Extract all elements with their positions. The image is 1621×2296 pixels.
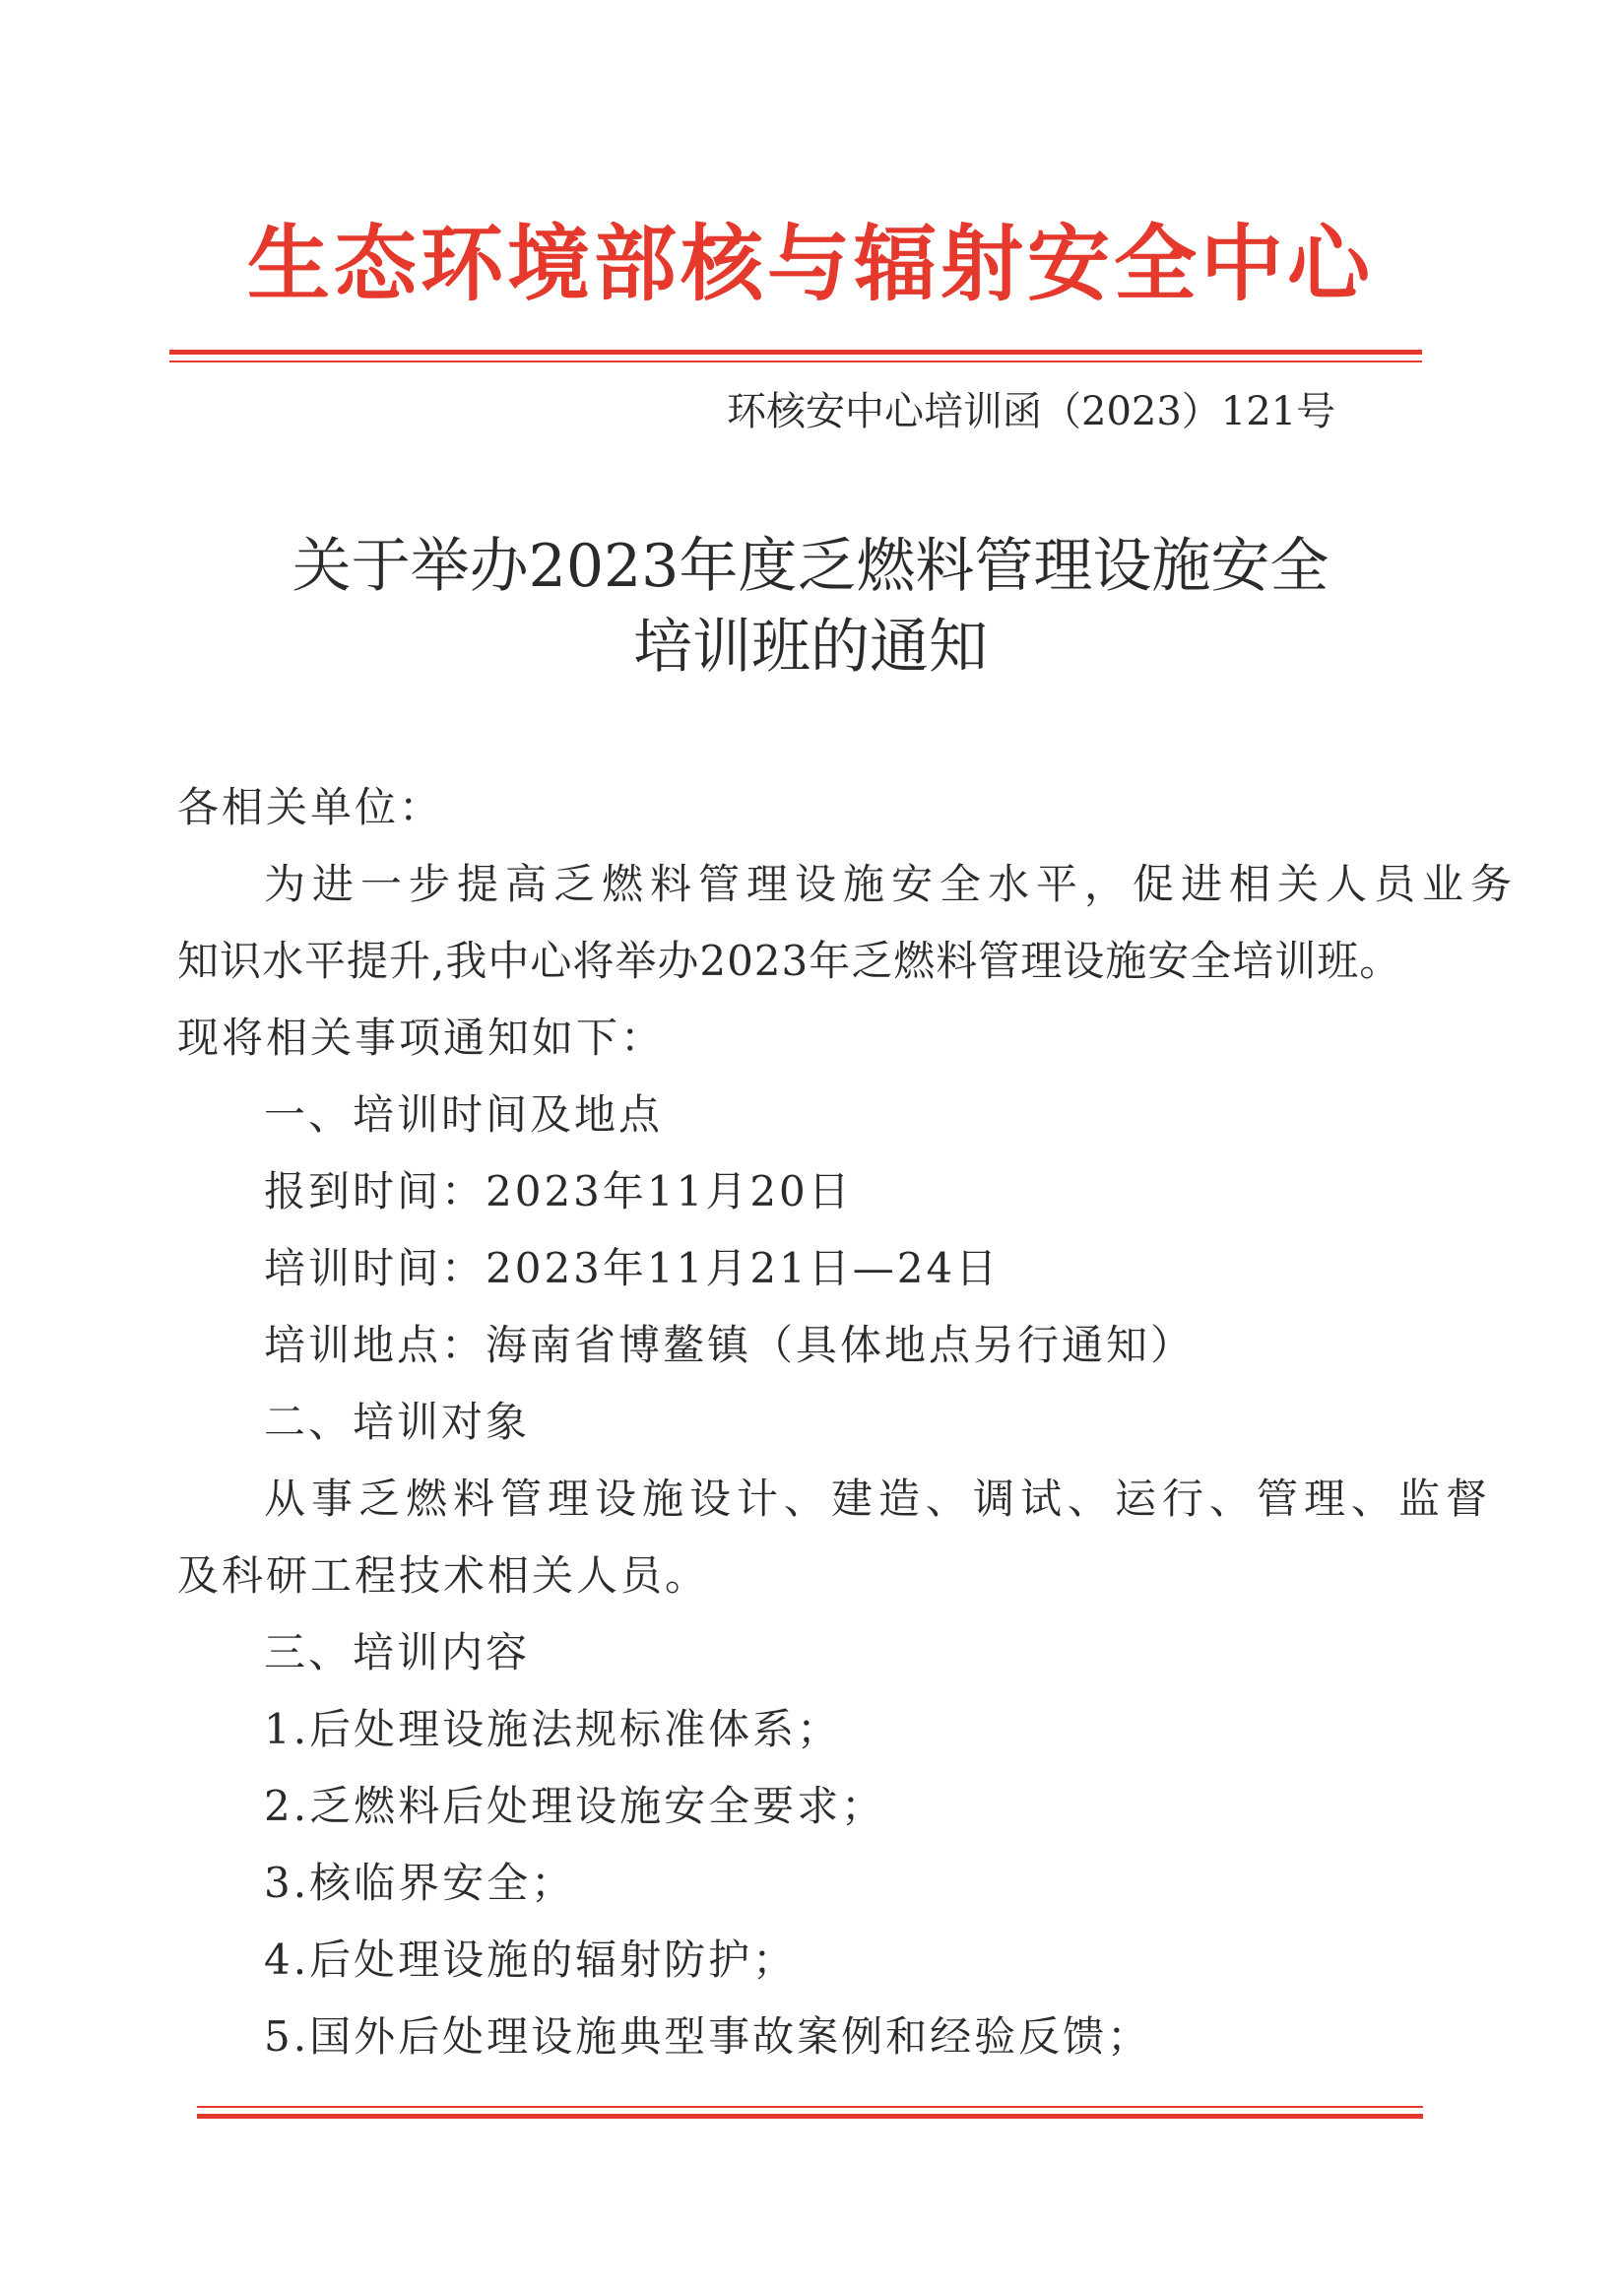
section-2-heading: 二、培训对象 — [264, 1398, 531, 1446]
section-3-heading: 三、培训内容 — [264, 1628, 531, 1676]
content-item-3: 3.核临界安全； — [264, 1859, 576, 1907]
training-location: 培训地点：海南省博鳌镇（具体地点另行通知） — [264, 1321, 1196, 1369]
org-name-header: 生态环境部核与辐射安全中心 — [246, 216, 1374, 312]
header-divider-thin — [169, 361, 1422, 362]
targets-line-2: 及科研工程技术相关人员。 — [177, 1551, 710, 1600]
content-item-1: 1.后处理设施法规标准体系； — [264, 1705, 842, 1753]
intro-paragraph-line-3: 现将相关事项通知如下： — [177, 1014, 666, 1062]
document-number: 环核安中心培训函（2023）121号 — [727, 389, 1336, 434]
document-title-line-2: 培训班的通知 — [633, 613, 988, 682]
section-1-heading: 一、培训时间及地点 — [264, 1090, 664, 1139]
training-time: 培训时间：2023年11月21日—24日 — [264, 1244, 1001, 1292]
intro-paragraph-line-1: 为进一步提高乏燃料管理设施安全水平，促进相关人员业务 — [264, 860, 1520, 908]
document-title-line-1: 关于举办2023年度乏燃料管理设施安全 — [292, 532, 1329, 601]
footer-divider-thick — [197, 2114, 1423, 2119]
targets-line-1: 从事乏燃料管理设施设计、建造、调试、运行、管理、监督 — [264, 1475, 1494, 1523]
checkin-time: 报到时间：2023年11月20日 — [264, 1167, 853, 1215]
content-item-2: 2.乏燃料后处理设施安全要求； — [264, 1782, 886, 1830]
content-item-4: 4.后处理设施的辐射防护； — [264, 1935, 798, 1984]
salutation: 各相关单位： — [177, 783, 444, 831]
intro-paragraph-line-2: 知识水平提升,我中心将举办2023年乏燃料管理设施安全培训班。 — [177, 937, 1402, 985]
header-divider-thick — [169, 350, 1422, 355]
footer-divider-thin — [197, 2106, 1423, 2108]
content-item-5: 5.国外后处理设施典型事故案例和经验反馈； — [264, 2012, 1152, 2061]
